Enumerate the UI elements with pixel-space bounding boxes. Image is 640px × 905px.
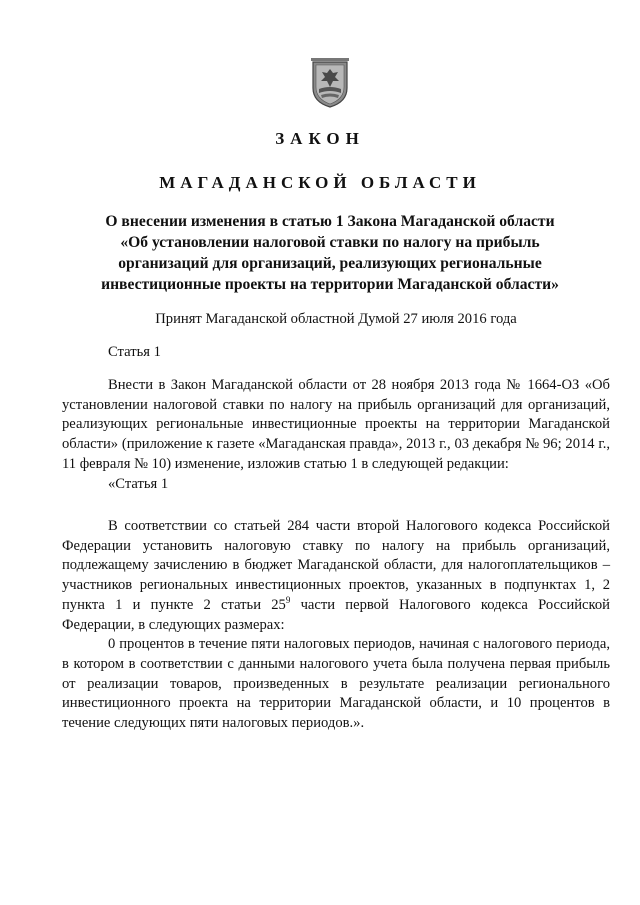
body-paragraphs-2-3 [62,517,610,734]
region-title: МАГАДАНСКОЙ ОБЛАСТИ [159,173,481,192]
law-subtitle [70,211,590,295]
subtitle-line: О внесении изменения в статью 1 Закона Магаданской области [105,213,555,230]
adoption-note: Принят Магаданской областной Думой 27 июля 2016 года [155,311,517,327]
subtitle-line: «Об установлении налоговой ставки по налогу на прибыль [120,234,540,251]
body-paragraph-1 [62,376,610,475]
law-title: ЗАКОН [275,129,365,148]
paragraph-text: Внести в Закон Магаданской области от 28 ноября 2013 года № 1664-ОЗ «Об установлении налоговой ставки по налогу на прибыль организаций для организаций, реализующих региональные инвестиционные проекты на территории Магаданской области» (приложение к газете «Магаданская правда», 2013 г., 03 декабря № 96; 2014 г., 11 февраля № 10) изменение, изложив статью 1 в следующей редакции: [62,377,610,472]
paragraph-text [62,517,610,635]
paragraph-text: 0 процентов в течение пяти налоговых периодов, начиная с налогового периода, в котором в соответствии с данными налогового учета была получена первая прибыль от реализации товаров, произведенных в результате реализации регионального инвестиционного проекта на территории Магаданской области, и 10 процентов в течение следующих пяти налоговых периодов.». [62,636,610,732]
article-heading: Статья 1 [108,344,161,360]
subtitle-line: инвестиционные проекты на территории Магаданской области» [101,276,559,293]
superscript-number: 9 [285,594,291,605]
quoted-article-heading: «Статья 1 [108,476,169,492]
coat-of-arms-icon [311,58,349,108]
paragraph-2-part-1: В соответствии со статьей 284 части второй Налогового кодекса Российской Федерации установить налоговую ставку по налогу на прибыль организаций, подлежащему зачислению в бюджет Магаданской области, для налогоплательщиков – участников региональных инвестиционных проектов, указанных в подпунктах 1, 2 пункта 1 и пункте 2 статьи 25 [62,518,610,613]
paragraph-2-part-2: части первой Налогового кодекса Российской Федерации, в следующих размерах: [62,596,610,633]
subtitle-line: организаций для организаций, реализующих региональные [118,255,542,272]
